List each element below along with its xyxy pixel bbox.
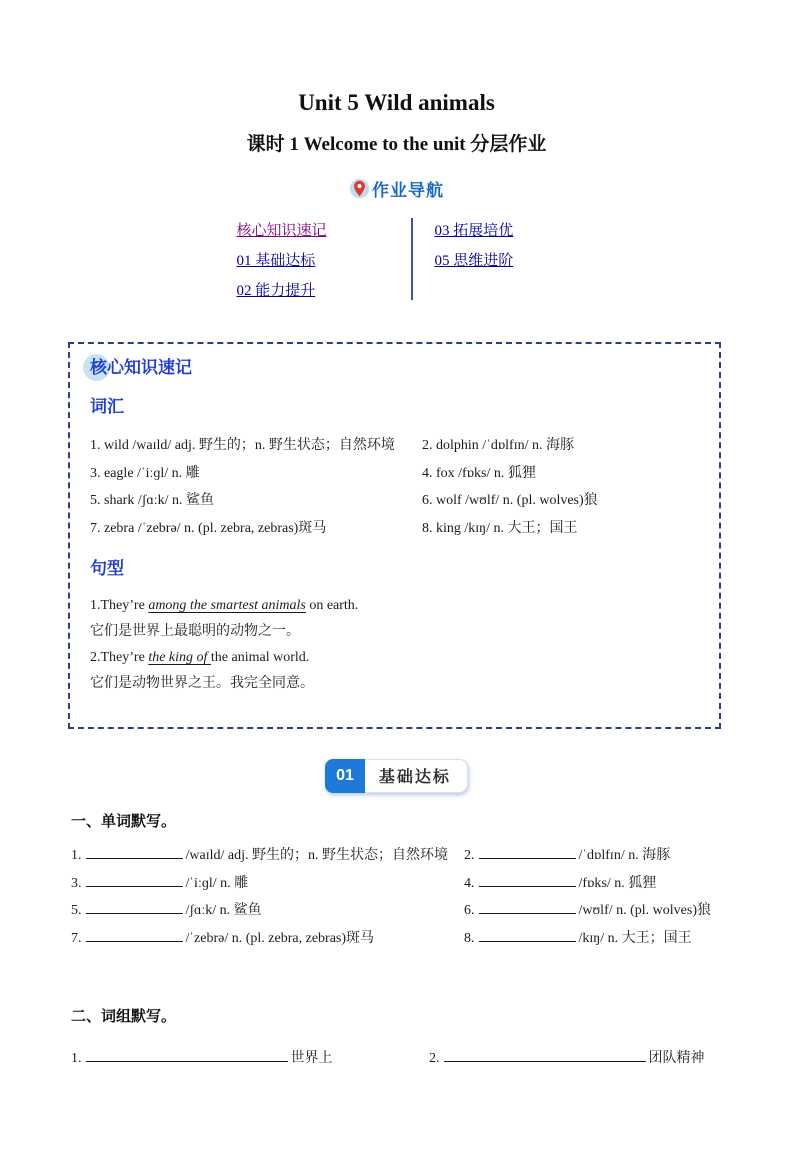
nav-link-core-knowledge[interactable]: 核心知识速记: [236, 223, 327, 239]
item-number: 4.: [464, 875, 475, 891]
sentence-translation: 它们是动物世界之王。我完全同意。: [90, 676, 314, 691]
answer-blank: [86, 846, 183, 859]
nav-link-01-basic[interactable]: 01 基础达标: [236, 253, 316, 269]
nav-header-label: 作业导航: [372, 181, 444, 200]
knowledge-box-heading: [90, 356, 192, 380]
nav-column-right: [435, 216, 557, 306]
item-number: 1.: [71, 848, 82, 863]
badge-number: 01: [325, 759, 365, 793]
sentence-line: [90, 645, 699, 671]
page-title: Unit 5 Wild animals: [298, 90, 495, 115]
homework-nav: [0, 216, 793, 306]
phrase-item: [429, 1045, 751, 1072]
knowledge-box: [68, 342, 721, 729]
sentence-pattern-heading: 句型: [90, 559, 124, 578]
vocab-item: 3. eagle /ˈiːɡl/ n. 雕: [90, 465, 200, 481]
answer-blank: [479, 928, 576, 941]
vocab-item: 8. king /kɪŋ/ n. 大王；国王: [422, 520, 578, 536]
item-number: 2.: [464, 848, 475, 863]
sentence-line: [90, 593, 699, 619]
nav-divider: [411, 218, 413, 300]
item-description: /ˈzebrə/ n. (pl. zebra, zebras)斑马: [185, 930, 375, 946]
item-description: /kɪŋ/ n. 大王；国王: [578, 930, 692, 946]
item-number: 6.: [464, 903, 475, 918]
sentence-translation: 它们是世界上最聪明的动物之一。: [90, 624, 300, 639]
nav-link-02-ability[interactable]: 02 能力提升: [236, 283, 316, 299]
item-description: /ʃɑːk/ n. 鲨鱼: [185, 903, 262, 918]
item-description: 团队精神: [648, 1050, 705, 1066]
vocab-list: [90, 432, 699, 542]
answer-blank: [86, 928, 183, 941]
sentence-list: [90, 593, 699, 697]
section-badge-row: [0, 759, 793, 793]
nav-link-03-expand[interactable]: 03 拓展培优: [434, 223, 514, 239]
item-number: 3.: [71, 875, 82, 891]
section-01-badge: [325, 759, 468, 793]
item-number: 8.: [464, 930, 475, 946]
word-item: [464, 870, 731, 897]
sentence-underlined-phrase: the king of: [148, 650, 211, 665]
item-description: /wʊlf/ n. (pl. wolves)狼: [578, 903, 712, 918]
sentence-underlined-phrase: among the smartest animals: [148, 598, 306, 613]
vocab-item: 5. shark /ʃɑːk/ n. 鲨鱼: [90, 493, 214, 508]
word-item: [71, 870, 464, 897]
word-dictation-list: [71, 842, 731, 952]
part1-heading: 一、单词默写。: [71, 813, 177, 830]
sentence-prefix: 2.They’re: [90, 650, 149, 665]
item-description: /waɪld/ adj. 野生的；n. 野生状态；自然环境: [185, 848, 448, 863]
phrase-dictation-list: [71, 1045, 751, 1072]
sentence-suffix: on earth.: [305, 598, 359, 613]
nav-link-05-advanced[interactable]: 05 思维进阶: [434, 253, 514, 269]
answer-blank: [86, 873, 183, 886]
answer-blank: [479, 901, 576, 914]
answer-blank: [444, 1048, 646, 1061]
item-number: 2.: [429, 1050, 440, 1066]
word-item: [71, 925, 464, 952]
item-description: /fɒks/ n. 狐狸: [578, 875, 657, 891]
item-description: /ˈdɒlfɪn/ n. 海豚: [578, 848, 671, 863]
vocab-item: 4. fox /fɒks/ n. 狐狸: [422, 465, 536, 481]
vocab-item: 7. zebra /ˈzebrə/ n. (pl. zebra, zebras)斑马: [90, 520, 327, 536]
sentence-suffix: the animal world.: [210, 650, 310, 665]
item-description: 世界上: [290, 1050, 333, 1066]
knowledge-box-heading-text: 核心知识速记: [90, 358, 192, 377]
answer-blank: [479, 846, 576, 859]
word-item: [464, 842, 731, 869]
word-item: [71, 842, 464, 869]
phrase-item: [71, 1045, 429, 1072]
item-description: /ˈiːɡl/ n. 雕: [185, 875, 249, 891]
answer-blank: [86, 1048, 288, 1061]
page-bottom-whitespace: [0, 1072, 793, 1162]
location-pin-icon: [349, 178, 370, 199]
vocab-item: 1. wild /waɪld/ adj. 野生的；n. 野生状态；自然环境: [90, 438, 395, 453]
word-item: [71, 897, 464, 924]
item-number: 7.: [71, 930, 82, 946]
word-item: [464, 897, 731, 924]
page-subtitle: 课时 1 Welcome to the unit 分层作业: [246, 134, 547, 155]
sentence-prefix: 1.They’re: [90, 598, 149, 613]
vocab-heading: 词汇: [90, 397, 124, 416]
vocab-item: 6. wolf /wʊlf/ n. (pl. wolves)狼: [422, 493, 598, 508]
homework-nav-header: [0, 176, 793, 201]
nav-column-left: [237, 216, 389, 306]
answer-blank: [86, 901, 183, 914]
part2-heading: 二、词组默写。: [71, 1007, 177, 1025]
badge-label: 基础达标: [365, 759, 468, 793]
item-number: 1.: [71, 1050, 82, 1066]
word-item: [464, 925, 731, 952]
answer-blank: [479, 873, 576, 886]
item-number: 5.: [71, 903, 82, 918]
vocab-item: 2. dolphin /ˈdɒlfɪn/ n. 海豚: [422, 438, 574, 453]
